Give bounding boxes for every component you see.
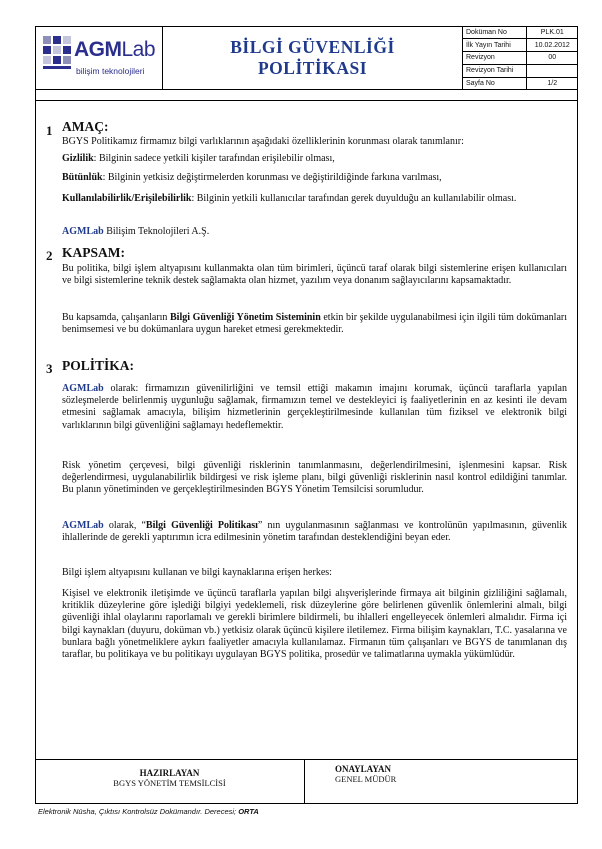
meta-value: 00 bbox=[526, 52, 578, 65]
section-3-paragraph-2: Risk yönetim çerçevesi, bilgi güvenliği risklerinin tanımlanmasını, değerlendirilmesini, işlenmesini kapsar. Risk değerlendirmesi, uygulanabilirlik bildirgesi ve risk işleme planı, bilgi güvenliği risklerinin nasıl kontrol edildiğini tanımlar. Bu planın yönetiminden ve gerçekleştirilmesinden BGYS Yönetim Temsilcisi sorumludur. bbox=[62, 460, 567, 496]
section-2-paragraph-2: Bu kapsamda, çalışanların Bilgi Güvenliği Yönetim Sisteminin etkin bir şekilde uygulanabilmesi için ilgili tüm dokümanları benimsemesi ve bu dokümanlara uygun hareket etmesi gerekmektedir. bbox=[62, 312, 567, 336]
meta-value: 10.02.2012 bbox=[526, 39, 578, 52]
meta-value: PLK.01 bbox=[526, 26, 578, 39]
meta-row bbox=[463, 77, 578, 90]
meta-row bbox=[463, 52, 578, 65]
section-1-item: Gizlilik: Bilginin sadece yetkili kişiler tarafından erişilebilir olması, bbox=[62, 153, 335, 164]
approved-label: ONAYLAYAN bbox=[335, 764, 392, 774]
meta-key: Revizyon bbox=[463, 52, 526, 65]
prepared-label: HAZIRLAYAN bbox=[139, 768, 200, 778]
section-2-paragraph-1: Bu politika, bilgi işlem altyapısını kullanmakta olan tüm birimleri, üçüncü taraf olarak bilgi sistemlerine erişen kullanıcıları ve bilgi sistemlerine teknik destek sağlamakta olan hizmet, yazılım veya donanım sağlayıcılarını kapsamaktadır. bbox=[62, 263, 567, 287]
approved-by: GENEL MÜDÜR bbox=[335, 774, 397, 784]
section-3-paragraph-5: Kişisel ve elektronik iletişimde ve üçüncü taraflarla yapılan bilgi alışverişlerinde firmaya ait bilginin gizliliğini sağlamalı, kritiklik düzeylerine göre işlediği bilgiyi yedeklemeli, risk düzeylerine göre belirlenen güvenlik önlemlerini almalı, bilgi güvenliği ihlal olaylarını raporlamalı ve gerekli birimlere bildirmeli, bu ihlalleri engelleyecek önlemleri almalıdır. Firma içi bilgi kaynakları (duyuru, doküman vb.) yetkisiz olarak üçüncü kişilere iletilemez. Firma bilişim kaynakları, T.C. yasalarına ve bunlara bağlı yönetmeliklere aykırı faaliyetler amacıyla kullanılamaz. Firmanın tüm çalışanları ve BGYS de tanımlanan dış taraflar, bu politikaya ve bu politikayı uygulayan BGYS politika, prosedür ve talimatlarına uymakla yükümlüdür. bbox=[62, 588, 567, 661]
company-logo bbox=[40, 32, 158, 84]
title-line-1: BİLGİ GÜVENLİĞİ bbox=[230, 37, 395, 57]
approved-by-cell bbox=[305, 760, 578, 804]
section-1-intro: BGYS Politikamız firmamız bilgi varlıklarının aşağıdaki özelliklerinin korunması olarak tanımlanır: bbox=[62, 136, 464, 147]
section-2-title: KAPSAM: bbox=[62, 245, 125, 260]
meta-key: İlk Yayın Tarihi bbox=[463, 39, 526, 52]
prepared-by: BGYS YÖNETİM TEMSİLCİSİ bbox=[113, 778, 226, 788]
meta-value bbox=[526, 64, 578, 77]
logo-cube-icon bbox=[42, 34, 72, 76]
section-3-paragraph-3: AGMLab olarak, “Bilgi Güvenliği Politikası” nın uygulanmasının sağlanması ve kontrolünün yapılmasının, güvenlik ihlallerinde de gerekli yaptırımın icra edilmesinin yönetim tarafından desteklendiğini beyan eder. bbox=[62, 520, 567, 544]
signature-block bbox=[35, 760, 578, 804]
document-meta-table bbox=[463, 26, 578, 90]
logo-subtitle: bilişim teknolojileri bbox=[76, 66, 145, 76]
meta-row bbox=[463, 64, 578, 77]
meta-value: 1/2 bbox=[547, 80, 558, 88]
document-title bbox=[163, 26, 463, 90]
section-3-paragraph-4: Bilgi işlem altyapısını kullanan ve bilgi kaynaklarına erişen herkes: bbox=[62, 567, 332, 578]
section-3-number: 3 bbox=[46, 361, 53, 376]
meta-key: Doküman No bbox=[463, 26, 526, 39]
prepared-by-cell bbox=[35, 760, 305, 804]
logo-cell bbox=[35, 26, 163, 90]
section-1-title: AMAÇ: bbox=[62, 119, 109, 134]
section-3-paragraph-1: AGMLab olarak: firmamızın güvenilirliğini ve temsil ettiği makamın imajını korumak, üçüncü taraflarla yapılan sözleşmelerde belirlenmiş uygunluğu sağlamak, firmamızın temel ve destekleyici iş faaliyetlerinin en az kesinti ile devam etmesini sağlamak amacıyla, bilişim hizmetlerinin gerçekleştirilmesinde kullanılan tüm fiziksel ve elektronik bilgi varlıklarının bilgi güvenliğini sağlamayı hedeflemektir. bbox=[62, 383, 567, 431]
meta-row bbox=[463, 26, 578, 39]
document-classification-note: Elektronik Nüsha, Çıktısı Kontrolsüz Dokümandır. Derecesi; ORTA bbox=[38, 807, 259, 816]
section-3-title: POLİTİKA: bbox=[62, 358, 135, 373]
meta-key: Revizyon Tarihi bbox=[463, 64, 526, 77]
meta-key: Sayfa No bbox=[463, 77, 526, 90]
section-1-company: AGMLab Bilişim Teknolojileri A.Ş. bbox=[62, 226, 210, 237]
section-1-number: 1 bbox=[46, 123, 53, 138]
document-body bbox=[35, 100, 578, 760]
logo-wordmark: AGMLab bbox=[74, 38, 156, 61]
section-1-item: Kullanılabilirlik/Erişilebilirlik: Bilginin yetkili kullanıcılar tarafından gerek duyulduğu an kullanılabilir olması. bbox=[62, 193, 517, 204]
title-line-2: POLİTİKASI bbox=[257, 58, 368, 78]
meta-row bbox=[463, 39, 578, 52]
section-1-item: Bütünlük: Bilginin yetkisiz değiştirmelerden korunması ve değiştirildiğinde farkına varılması, bbox=[62, 172, 442, 183]
section-2-number: 2 bbox=[46, 248, 53, 263]
document-header bbox=[35, 26, 578, 90]
